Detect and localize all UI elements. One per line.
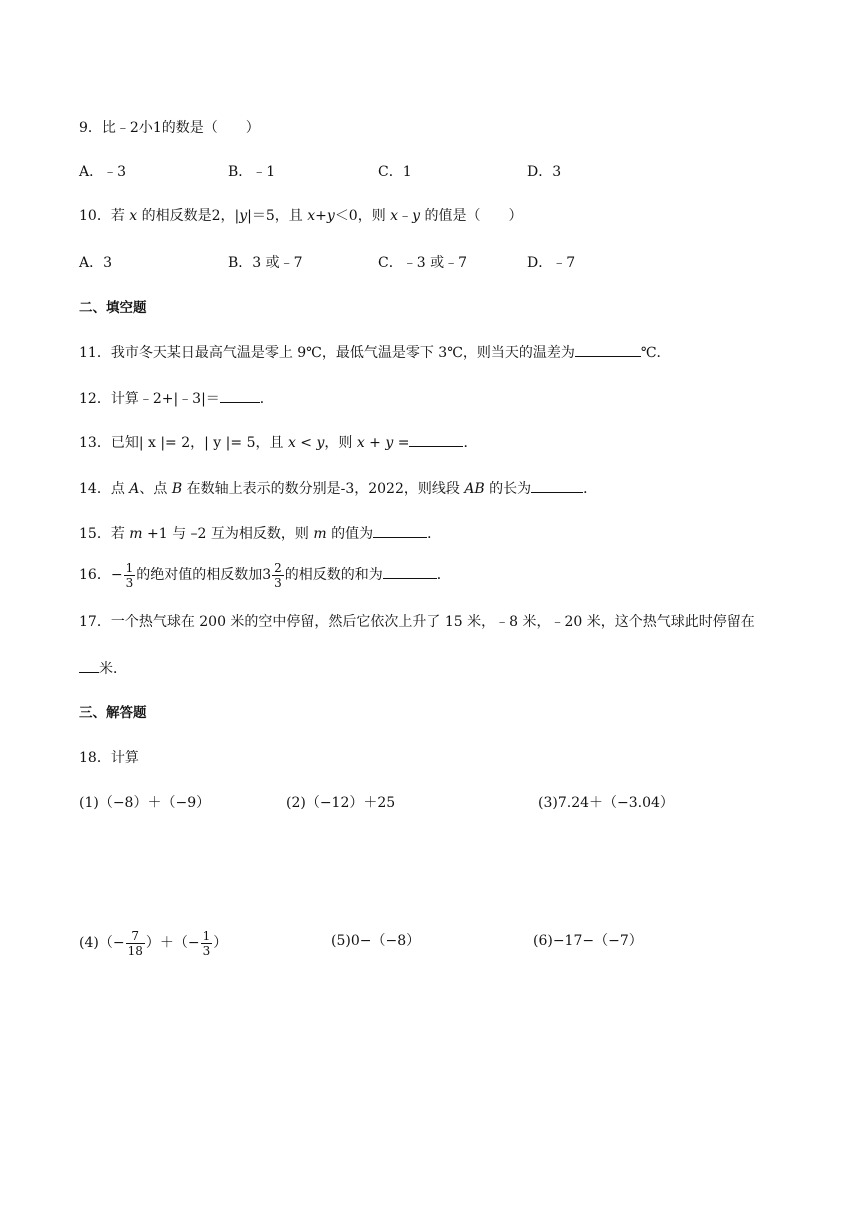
q10-option-c: C．﹣3 或﹣7	[378, 255, 467, 271]
q10-option-d: D．﹣7	[527, 255, 576, 271]
section-fill-in-heading: 二、填空题	[79, 300, 147, 316]
question-18-title: 18．计算	[79, 750, 139, 766]
q18-part-6: (6)−17−（−7）	[533, 933, 643, 949]
answer-blank	[373, 523, 427, 538]
section-solve-heading: 三、解答题	[79, 705, 147, 721]
q9-option-d: D．3	[527, 164, 562, 180]
answer-blank	[575, 342, 641, 357]
fraction-one-third: $\frac{1}{3}$	[202, 928, 211, 958]
q10-option-b: B．3 或﹣7	[228, 255, 303, 271]
q18-part-2: (2)（−12）＋25	[286, 795, 396, 811]
question-9-stem: 9．比﹣2小1的数是（ ）	[79, 120, 260, 136]
fraction-one-third: $\frac{1}{3}$	[125, 560, 134, 590]
question-12: 12．计算﹣2+|﹣3|＝ ．	[79, 388, 274, 409]
question-10-stem: 10．若 x 的相反数是2，|y|＝5，且 x+y＜0，则 x﹣y 的值是（ ）	[79, 208, 523, 224]
q10-option-a: A．3	[79, 255, 113, 271]
answer-blank	[79, 658, 99, 673]
answer-blank	[383, 564, 437, 579]
question-17-line1: 17．一个热气球在 200 米的空中停留，然后它依次上升了 15 米，﹣8 米，﹣20 米，这个热气球此时停留在	[79, 614, 755, 630]
answer-blank	[220, 388, 260, 403]
question-13: 13．已知| x |= 2，| y |= 5，且 x < y，则 x + y = ．	[79, 432, 477, 453]
q18-part-1: (1)（−8）＋（−9）	[79, 795, 211, 811]
q9-option-c: C．1	[378, 164, 412, 180]
q9-option-a: A．﹣3	[79, 164, 127, 180]
fraction-seven-eighteenths: $\frac{7}{18}$	[127, 928, 143, 958]
question-14: 14．点 A、点 B 在数轴上表示的数分别是-3，2022，则线段 AB 的长为 ．	[79, 478, 597, 499]
question-16: 16．− $\frac{1}{3}$ 的绝对值的相反数加3 $\frac{2}{3}$ 的相反数的和为 ．	[79, 560, 451, 590]
fraction-two-thirds: $\frac{2}{3}$	[274, 560, 282, 590]
answer-blank	[409, 432, 463, 447]
question-15: 15．若 m +1 与 –2 互为相反数，则 m 的值为 ．	[79, 523, 441, 544]
q18-part-4: (4)（− $\frac{7}{18}$ ）＋（− $\frac{1}{3}$ ）	[79, 928, 228, 958]
question-17-line2: 米．	[79, 658, 127, 679]
q18-part-5: (5)0−（−8）	[331, 933, 421, 949]
answer-blank	[531, 478, 583, 493]
q9-option-b: B．﹣1	[228, 164, 276, 180]
q18-part-3: (3)7.24＋（−3.04）	[538, 795, 674, 811]
question-11: 11．我市冬天某日最高气温是零上 9℃，最低气温是零下 3℃，则当天的温差为 ℃．	[79, 342, 671, 363]
